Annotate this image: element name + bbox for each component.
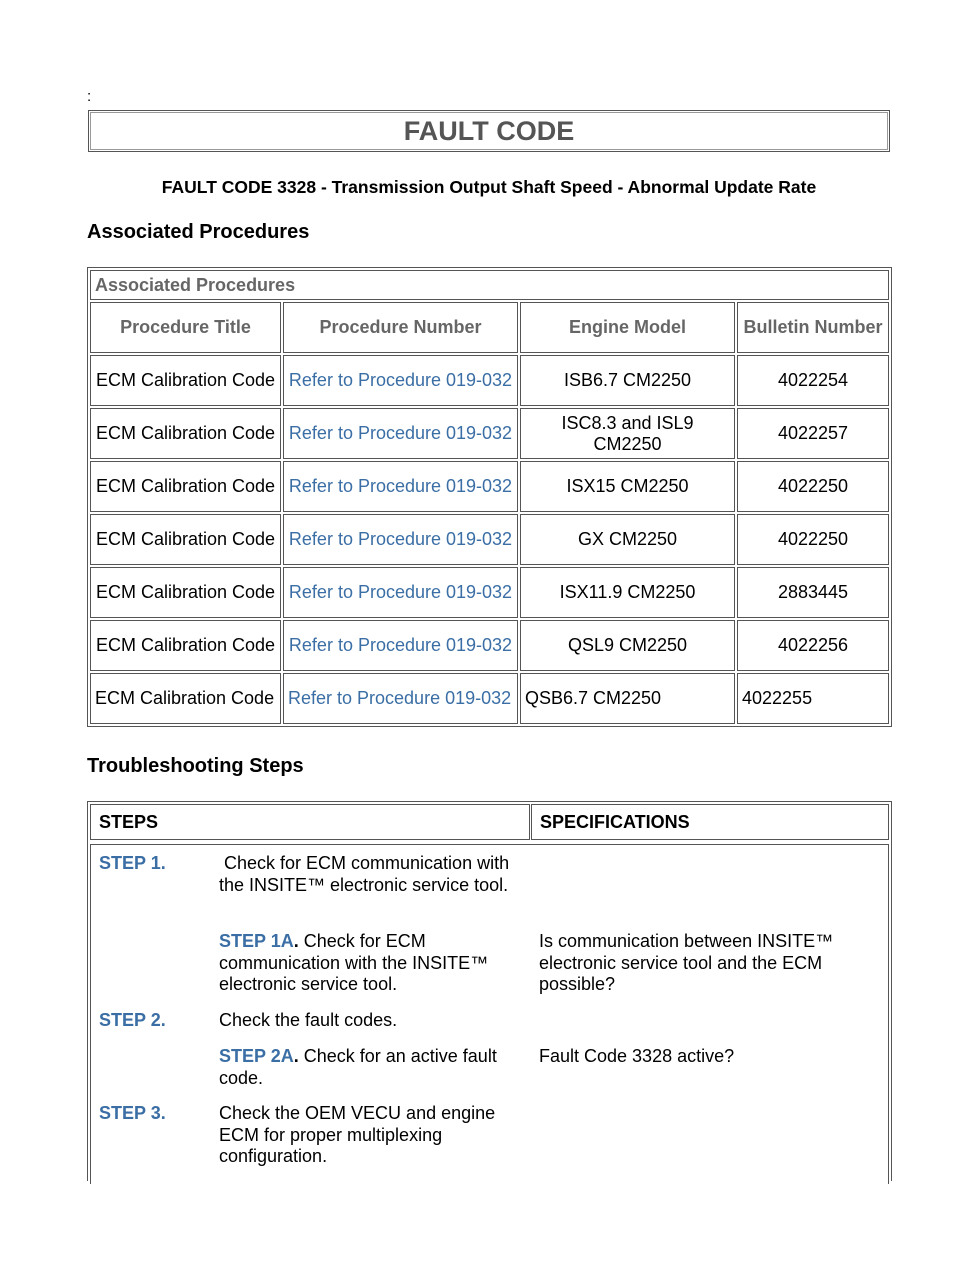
step-2a-specification: Fault Code 3328 active? xyxy=(539,1046,735,1066)
procedure-title-cell: ECM Calibration Code xyxy=(90,620,281,671)
bulletin-number-cell: 2883445 xyxy=(737,567,889,618)
step-1-label[interactable]: STEP 1. xyxy=(99,853,166,873)
procedure-number-cell xyxy=(283,620,518,671)
step-1-text: Check for ECM communication with the INSITE™ electronic service tool. xyxy=(219,853,510,895)
procedure-number-cell xyxy=(283,567,518,618)
procedure-link[interactable]: Refer to Procedure 019-032 xyxy=(288,529,513,549)
step-3-label[interactable]: STEP 3. xyxy=(99,1103,166,1123)
engine-model-cell: GX CM2250 xyxy=(520,514,735,565)
associated-procedures-heading: Associated Procedures xyxy=(87,221,310,243)
troubleshooting-steps-heading: Troubleshooting Steps xyxy=(87,755,304,777)
table-row xyxy=(90,620,889,671)
engine-model-cell: QSL9 CM2250 xyxy=(520,620,735,671)
bulletin-number-cell: 4022250 xyxy=(737,461,889,512)
page-colon: : xyxy=(87,88,92,105)
step-2a-text xyxy=(219,1046,529,1089)
associated-procedures-table xyxy=(87,267,892,727)
table-row xyxy=(90,461,889,512)
header-steps: STEPS xyxy=(90,804,530,840)
step-2a-description: Check for an active fault code. xyxy=(219,1046,497,1088)
procedure-link[interactable]: Refer to Procedure 019-032 xyxy=(288,582,513,602)
table-row xyxy=(90,408,889,459)
procedure-link[interactable]: Refer to Procedure 019-032 xyxy=(288,476,513,496)
step-2-text: Check the fault codes. xyxy=(219,1010,398,1030)
table-row xyxy=(90,355,889,406)
header-engine-model: Engine Model xyxy=(520,302,735,353)
procedure-title-cell: ECM Calibration Code xyxy=(90,567,281,618)
procedure-link[interactable]: Refer to Procedure 019-032 xyxy=(288,688,512,708)
engine-model-cell: ISX15 CM2250 xyxy=(520,461,735,512)
procedure-link[interactable]: Refer to Procedure 019-032 xyxy=(288,370,513,390)
bulletin-number-cell: 4022254 xyxy=(737,355,889,406)
bulletin-number-cell: 4022255 xyxy=(737,673,889,724)
fault-code-banner: FAULT CODE xyxy=(88,110,890,152)
procedure-number-cell xyxy=(283,673,518,724)
table-row xyxy=(90,514,889,565)
step-2-label[interactable]: STEP 2. xyxy=(99,1010,166,1030)
step-1a-specification: Is communication between INSITE™ electronic service tool and the ECM possible? xyxy=(539,931,834,994)
procedure-title-cell: ECM Calibration Code xyxy=(90,355,281,406)
procedure-number-cell xyxy=(283,514,518,565)
engine-model-cell: ISX11.9 CM2250 xyxy=(520,567,735,618)
procedure-title-cell: ECM Calibration Code xyxy=(90,408,281,459)
fault-code-title: FAULT CODE 3328 - Transmission Output Shaft Speed - Abnormal Update Rate xyxy=(161,177,817,197)
step-1a-description: Check for ECM communication with the INSITE™ electronic service tool. xyxy=(219,931,489,994)
bulletin-number-cell: 4022250 xyxy=(737,514,889,565)
header-specifications: SPECIFICATIONS xyxy=(531,804,889,840)
step-2a-label[interactable]: STEP 2A xyxy=(219,1046,294,1066)
procedure-link[interactable]: Refer to Procedure 019-032 xyxy=(288,423,513,443)
header-procedure-number: Procedure Number xyxy=(283,302,518,353)
step-1a-separator: . xyxy=(293,931,299,951)
table-row xyxy=(90,673,889,724)
bulletin-number-cell: 4022256 xyxy=(737,620,889,671)
steps-body xyxy=(90,844,889,1184)
procedure-number-cell xyxy=(283,408,518,459)
procedure-link[interactable]: Refer to Procedure 019-032 xyxy=(288,635,513,655)
troubleshooting-table xyxy=(87,801,892,1181)
procedure-title-cell: ECM Calibration Code xyxy=(90,673,281,724)
step-1a-label[interactable]: STEP 1A xyxy=(219,931,294,951)
header-bulletin-number: Bulletin Number xyxy=(737,302,889,353)
engine-model-cell: ISB6.7 CM2250 xyxy=(520,355,735,406)
step-1a-text xyxy=(219,931,529,996)
engine-model-cell: QSB6.7 CM2250 xyxy=(520,673,735,724)
procedure-number-cell xyxy=(283,461,518,512)
procedure-title-cell: ECM Calibration Code xyxy=(90,514,281,565)
table-caption: Associated Procedures xyxy=(90,270,889,300)
header-procedure-title: Procedure Title xyxy=(90,302,281,353)
engine-model-cell: ISC8.3 and ISL9 CM2250 xyxy=(520,408,735,459)
step-2a-separator: . xyxy=(293,1046,299,1066)
step-3-text: Check the OEM VECU and engine ECM for proper multiplexing configuration. xyxy=(219,1103,496,1166)
table-row xyxy=(90,567,889,618)
procedure-number-cell xyxy=(283,355,518,406)
bulletin-number-cell: 4022257 xyxy=(737,408,889,459)
procedure-title-cell: ECM Calibration Code xyxy=(90,461,281,512)
